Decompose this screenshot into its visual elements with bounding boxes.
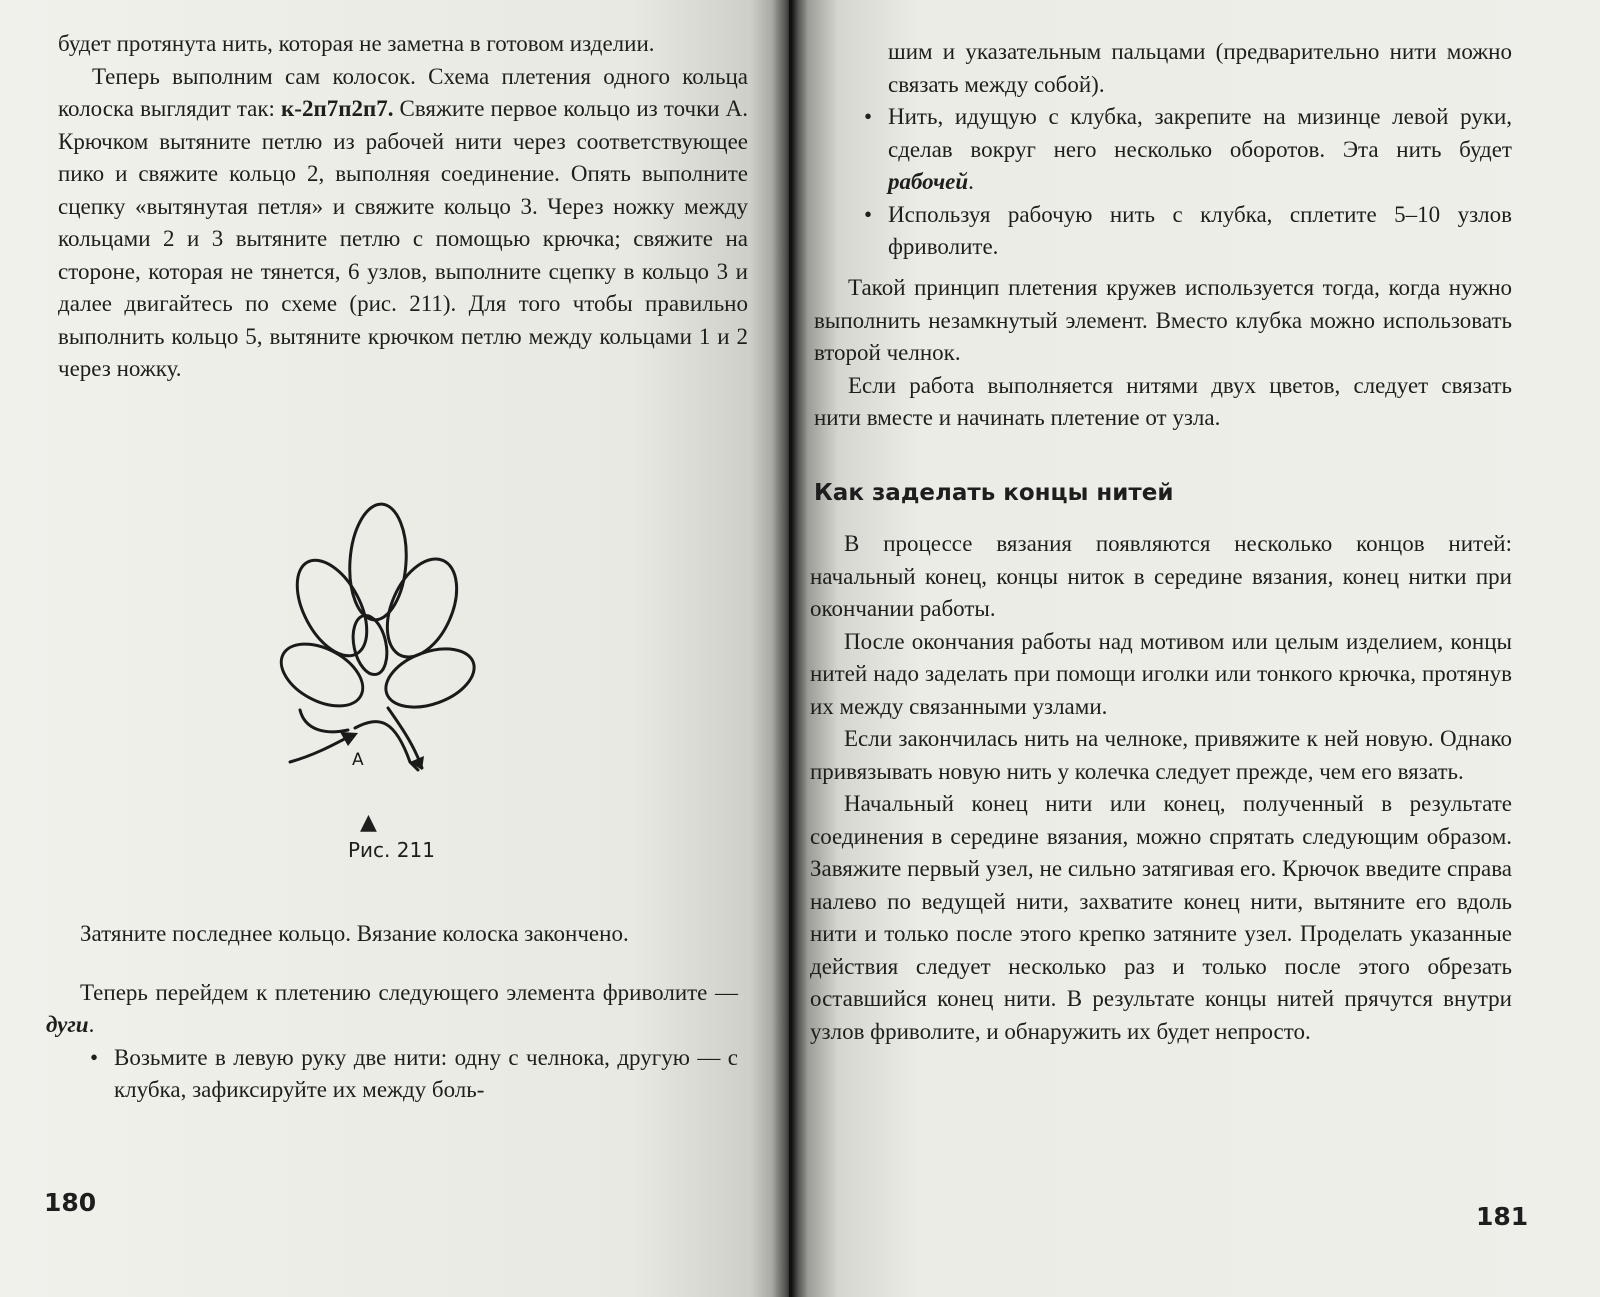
figure-caption: Рис. 211 (348, 838, 435, 862)
right-paragraph-2: Если работа выполняется нитями двух цветов, следует связать нити вместе и начинать плетение от узла. (814, 372, 1512, 430)
right-bullet-3 (864, 199, 1512, 264)
left-paragraph-1: будет протянута нить, которая не заметна в готовом изделии. (58, 31, 655, 56)
thread-back (388, 708, 422, 768)
left-paragraph-4 (46, 977, 738, 1042)
page-number-left: 180 (44, 1188, 97, 1217)
point-a-label: А (352, 750, 364, 770)
figure-marker: ▲ (360, 810, 377, 835)
section-paragraph-3: Если закончилась нить на челноке, привяжите к ней новую. Однако привязывать новую нить у колечка следует прежде, чем его вязать. (810, 726, 1512, 784)
left-bullet-text: Возьмите в левую руку две нити: одну с челнока, другую — с клубка, зафиксируйте их между боль- (114, 1044, 738, 1102)
arc-term: дуги (46, 1012, 89, 1037)
left-paragraph-2 (58, 61, 748, 386)
right-bullet-2-end: . (968, 169, 974, 194)
left-page (0, 0, 790, 1297)
section-heading: Как заделать концы нитей (814, 480, 1174, 506)
right-text-top (814, 272, 1512, 435)
thread-left-loop (300, 710, 348, 732)
scheme-intro: Теперь выполним сам колосок. Схема плетения одного кольца колоска выглядит так: (58, 63, 748, 121)
working-thread-term: рабочей (888, 169, 969, 194)
figure-211-spikelet (270, 500, 490, 800)
ring-left-lower (271, 631, 373, 718)
page-number-right: 181 (1476, 1202, 1529, 1231)
bullet-dot: • (90, 1044, 99, 1070)
right-bullet-2 (864, 101, 1512, 199)
right-text-section (810, 528, 1512, 1048)
arc-period: . (88, 1012, 95, 1037)
section-paragraph-1: В процессе вязания появляются несколько концов нитей: начальный конец, концы ниток в середине вязания, конец нитки при окончании работы. (810, 531, 1512, 621)
thread-out (355, 722, 418, 770)
right-bullet-1-text: шим и указательным пальцами (предварительно нити можно связать между собой). (888, 39, 1512, 97)
arc-intro: Теперь перейдем к плетению следующего элемента фриволите — (80, 979, 738, 1005)
ring-top (346, 502, 410, 622)
section-paragraph-2: После окончания работы над мотивом или целым изделием, концы нитей надо заделать при помощи иголки или тонкого крючка, протянув их между связанными узлами. (810, 628, 1512, 719)
right-paragraph-1: Такой принцип плетения кружев используется тогда, когда нужно выполнить незамкнутый элемент. Вместо клубка можно использовать второй челнок. (814, 275, 1512, 365)
left-bullet (90, 1042, 738, 1107)
book-gutter (789, 0, 792, 1297)
left-text-bottom (46, 918, 738, 1107)
thread-in (290, 735, 352, 762)
bullet-dot: • (864, 104, 873, 129)
left-text-top (58, 28, 748, 386)
right-bullet-3-text: Используя рабочую нить с клубка, сплетите 5–10 узлов фриволите. (888, 201, 1512, 259)
scheme-description: Свяжите первое кольцо из точки А. Крючком вытяните петлю из рабочей нити через соответствующее пико и свяжите кольцо 2, выполняя соединение. Опять выполните сцепку «вытянутая петля» и свяжите кольцо 3. Через ножку между кольцами 2 и 3 вытяните петлю с помощью крючка; свяжите на стороне, которая не тянется, 6 узлов, выполните сцепку в кольцо 3 и далее двигайтесь по схеме (рис. 211). Для того чтобы правильно выполнить кольцо 5, вытяните крючком петлю между кольцами 1 и 2 через ножку. (58, 96, 748, 381)
section-paragraph-4: Начальный конец нити или конец, полученный в результате соединения в середине вязания, можно спрятать следующим образом. Завяжите первый узел, не сильно затягивая его. Крючок введите справа налево по ведущей нити, захватите конец нити, вытяните его вдоль нити и только после этого крепко затяните узел. Проделать указанные действия следует несколько раз и только после этого обрезать оставшийся конец нити. В результате концы нитей прячутся внутри узлов фриволите, и обнаружить их будет непросто. (810, 791, 1512, 1044)
bullet-dot: • (864, 201, 873, 227)
right-bullets (864, 36, 1512, 264)
left-paragraph-3: Затяните последнее кольцо. Вязание колоска закончено. (80, 921, 629, 946)
scheme-formula: к-2п7п2п7. (281, 96, 394, 121)
right-page (790, 0, 1600, 1297)
right-bullet-2-text: Нить, идущую с клубка, закрепите на мизинце левой руки, сделав вокруг него несколько оборотов. Эта нить будет (888, 104, 1512, 162)
right-bullet-1 (888, 36, 1512, 101)
